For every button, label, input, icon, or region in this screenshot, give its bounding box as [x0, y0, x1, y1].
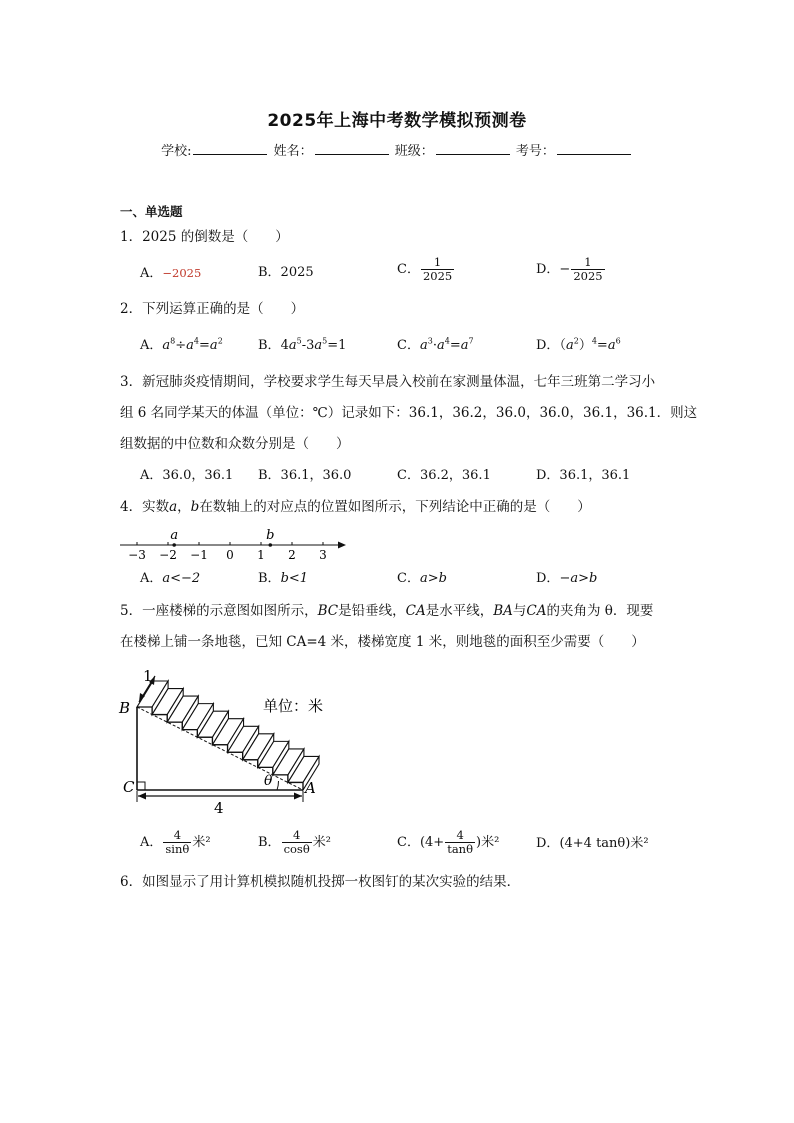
q4-option-b[interactable] [258, 570, 308, 588]
length-arrow-left [138, 793, 146, 800]
q5-l1-b: 是铅垂线， [338, 603, 406, 619]
q5-ca: CA [405, 603, 426, 619]
length-arrow-right [294, 793, 302, 800]
number-line [118, 524, 354, 564]
q5-c-prefix: C． [397, 835, 420, 850]
q4-stem-b: 在数轴上的对应点的位置如图所示，下列结论中正确的是（ ） [199, 499, 591, 515]
q5-bc: BC [317, 603, 339, 619]
page-title: 2025年上海中考数学模拟预测卷 [267, 111, 527, 131]
q1-a-value: −2025 [162, 266, 202, 280]
length-label: 4 [214, 799, 224, 817]
school-label: 学校: [161, 144, 192, 159]
q4-d-text: −a>b [559, 571, 598, 586]
exam-no-blank[interactable] [557, 142, 631, 155]
theta-label: θ [264, 773, 273, 789]
q5-l1-c: 是水平线， [425, 603, 494, 619]
q1-c-num: 1 [421, 256, 454, 270]
q5-l1-d: 与 [512, 603, 527, 619]
vertex-a-label: A [305, 779, 316, 797]
name-label: 姓名： [273, 144, 313, 159]
q5-d-text: (4+4 tanθ)米² [559, 836, 649, 851]
q5-c-num: 4 [445, 829, 475, 843]
q5-c-den: tanθ [447, 842, 474, 856]
question-4-stem [120, 498, 591, 516]
school-blank[interactable] [193, 142, 267, 155]
q1-d-prefix: D．− [536, 262, 571, 277]
q4-option-c[interactable] [397, 570, 447, 588]
q5-b-den: cosθ [283, 842, 310, 856]
q4-var-b: b [190, 499, 200, 515]
question-5-line-1 [120, 602, 653, 620]
q1-c-fraction [421, 256, 454, 283]
q5-a-prefix: A． [140, 835, 163, 850]
question-3-line-2: 组 6 名同学某天的体温（单位：℃）记录如下：36.1，36.2，36.0，36.0，36.1，36.1．则这 [120, 405, 698, 421]
number-line-tick-label: 0 [226, 548, 234, 562]
number-line-point-a-label: a [170, 528, 179, 543]
q1-option-c[interactable] [397, 256, 455, 283]
q5-b-prefix: B． [258, 835, 281, 850]
number-line-tick-label: −2 [159, 548, 177, 562]
exam-no-label: 考号： [515, 144, 555, 159]
q3-option-c[interactable]: C．36.2，36.1 [397, 468, 491, 483]
q1-d-den: 2025 [573, 269, 603, 283]
q5-c-close: )米² [476, 835, 500, 850]
number-line-tick-label: 2 [288, 548, 296, 562]
q4-var-a: a [169, 499, 178, 515]
q5-d-prefix: D． [536, 836, 560, 851]
q1-d-fraction [571, 256, 604, 283]
q5-option-d[interactable] [536, 835, 649, 853]
q5-a-num: 4 [163, 829, 191, 843]
vertex-b-label: B [119, 699, 131, 717]
number-line-point-a [172, 543, 176, 547]
question-6-stem: 6．如图显示了用计算机模拟随机投掷一枚图钉的某次实验的结果． [120, 874, 521, 890]
q2-b-prefix: B． [258, 338, 281, 353]
question-1-stem: 1．2025 的倒数是（ ） [120, 229, 289, 245]
q1-option-d[interactable] [536, 256, 606, 283]
q2-c-prefix: C． [397, 338, 420, 353]
number-line-point-b [269, 543, 273, 547]
q4-d-prefix: D． [536, 571, 560, 586]
q4-option-d[interactable] [536, 570, 597, 588]
student-info-line [0, 140, 794, 159]
q5-ca2: CA [526, 603, 547, 619]
q2-option-b[interactable]: B．$4a^5-3a^5=1$ [258, 336, 347, 353]
q5-a-unit: 米² [192, 835, 211, 850]
q1-option-a[interactable] [140, 264, 201, 283]
q2-option-a[interactable]: A．$a^8\div a^4=a^2$ [140, 336, 223, 353]
theta-arc [277, 781, 279, 790]
question-3-line-3: 组数据的中位数和众数分别是（ ） [120, 436, 350, 452]
q5-l1-e: 的夹角为 θ．现要 [546, 603, 654, 619]
section-heading: 一、单选题 [120, 204, 183, 219]
q1-a-prefix: A． [140, 266, 163, 281]
q1-option-b[interactable]: B．2025 [258, 265, 314, 280]
q4-c-text: a>b [419, 571, 447, 586]
number-line-tick-label: 1 [257, 548, 265, 562]
q4-a-prefix: A． [140, 571, 163, 586]
question-2-stem: 2．下列运算正确的是（ ） [120, 301, 305, 317]
vertex-c-label: C [123, 778, 135, 796]
number-line-point-b-label: b [266, 528, 275, 543]
class-blank[interactable] [436, 142, 510, 155]
q5-ba: BA [493, 603, 513, 619]
q3-option-a[interactable]: A．36.0，36.1 [140, 468, 234, 483]
q4-b-text: b<1 [280, 571, 309, 586]
q5-c-open: (4+ [419, 835, 445, 850]
q1-d-num: 1 [571, 256, 604, 270]
q5-b-fraction [282, 829, 312, 856]
number-line-tick-label: −1 [190, 548, 208, 562]
number-line-tick-label: 3 [319, 548, 327, 562]
unit-label: 单位：米 [263, 697, 324, 715]
right-angle-mark [137, 782, 145, 790]
q5-option-a[interactable] [140, 829, 211, 856]
q2-a-prefix: A． [140, 338, 163, 353]
staircase-figure [115, 665, 345, 820]
q2-d-prefix: D． [536, 338, 560, 353]
number-line-tick-label: −3 [128, 548, 146, 562]
q5-option-b[interactable] [258, 829, 331, 856]
q5-option-c[interactable] [397, 829, 499, 856]
number-line-arrow [338, 542, 346, 549]
q5-c-fraction [445, 829, 475, 856]
q3-option-b[interactable]: B．36.1，36.0 [258, 468, 352, 483]
q5-b-unit: 米² [312, 835, 331, 850]
name-blank[interactable] [315, 142, 389, 155]
question-3-line-1: 3．新冠肺炎疫情期间，学校要求学生每天早晨入校前在家测量体温，七年三班第二学习小 [120, 374, 656, 390]
width-label: 1 [143, 667, 153, 685]
question-5-line-2: 在楼梯上铺一条地毯，已知 CA=4 米，楼梯宽度 1 米，则地毯的面积至少需要（ ） [120, 634, 645, 650]
q2-option-c[interactable]: C．$a^3\cdot a^4=a^7$ [397, 336, 474, 353]
q5-b-num: 4 [282, 829, 312, 843]
q1-c-den: 2025 [422, 269, 453, 283]
q2-option-d[interactable]: D．$(a^2)^4=a^6$ [536, 336, 621, 353]
q4-a-text: a<−2 [162, 571, 201, 586]
q1-c-prefix: C． [397, 262, 420, 277]
q4-c-prefix: C． [397, 571, 420, 586]
q5-a-fraction [163, 829, 191, 856]
q4-option-a[interactable] [140, 570, 200, 588]
q5-l1-a: 5．一座楼梯的示意图如图所示， [120, 603, 318, 619]
class-label: 班级： [394, 144, 434, 159]
q5-a-den: sinθ [165, 842, 190, 856]
q3-option-d[interactable]: D．36.1，36.1 [536, 468, 631, 483]
q4-stem-a: 4．实数 [120, 499, 170, 515]
q4-b-prefix: B． [258, 571, 281, 586]
q4-stem-comma: ， [177, 499, 191, 515]
